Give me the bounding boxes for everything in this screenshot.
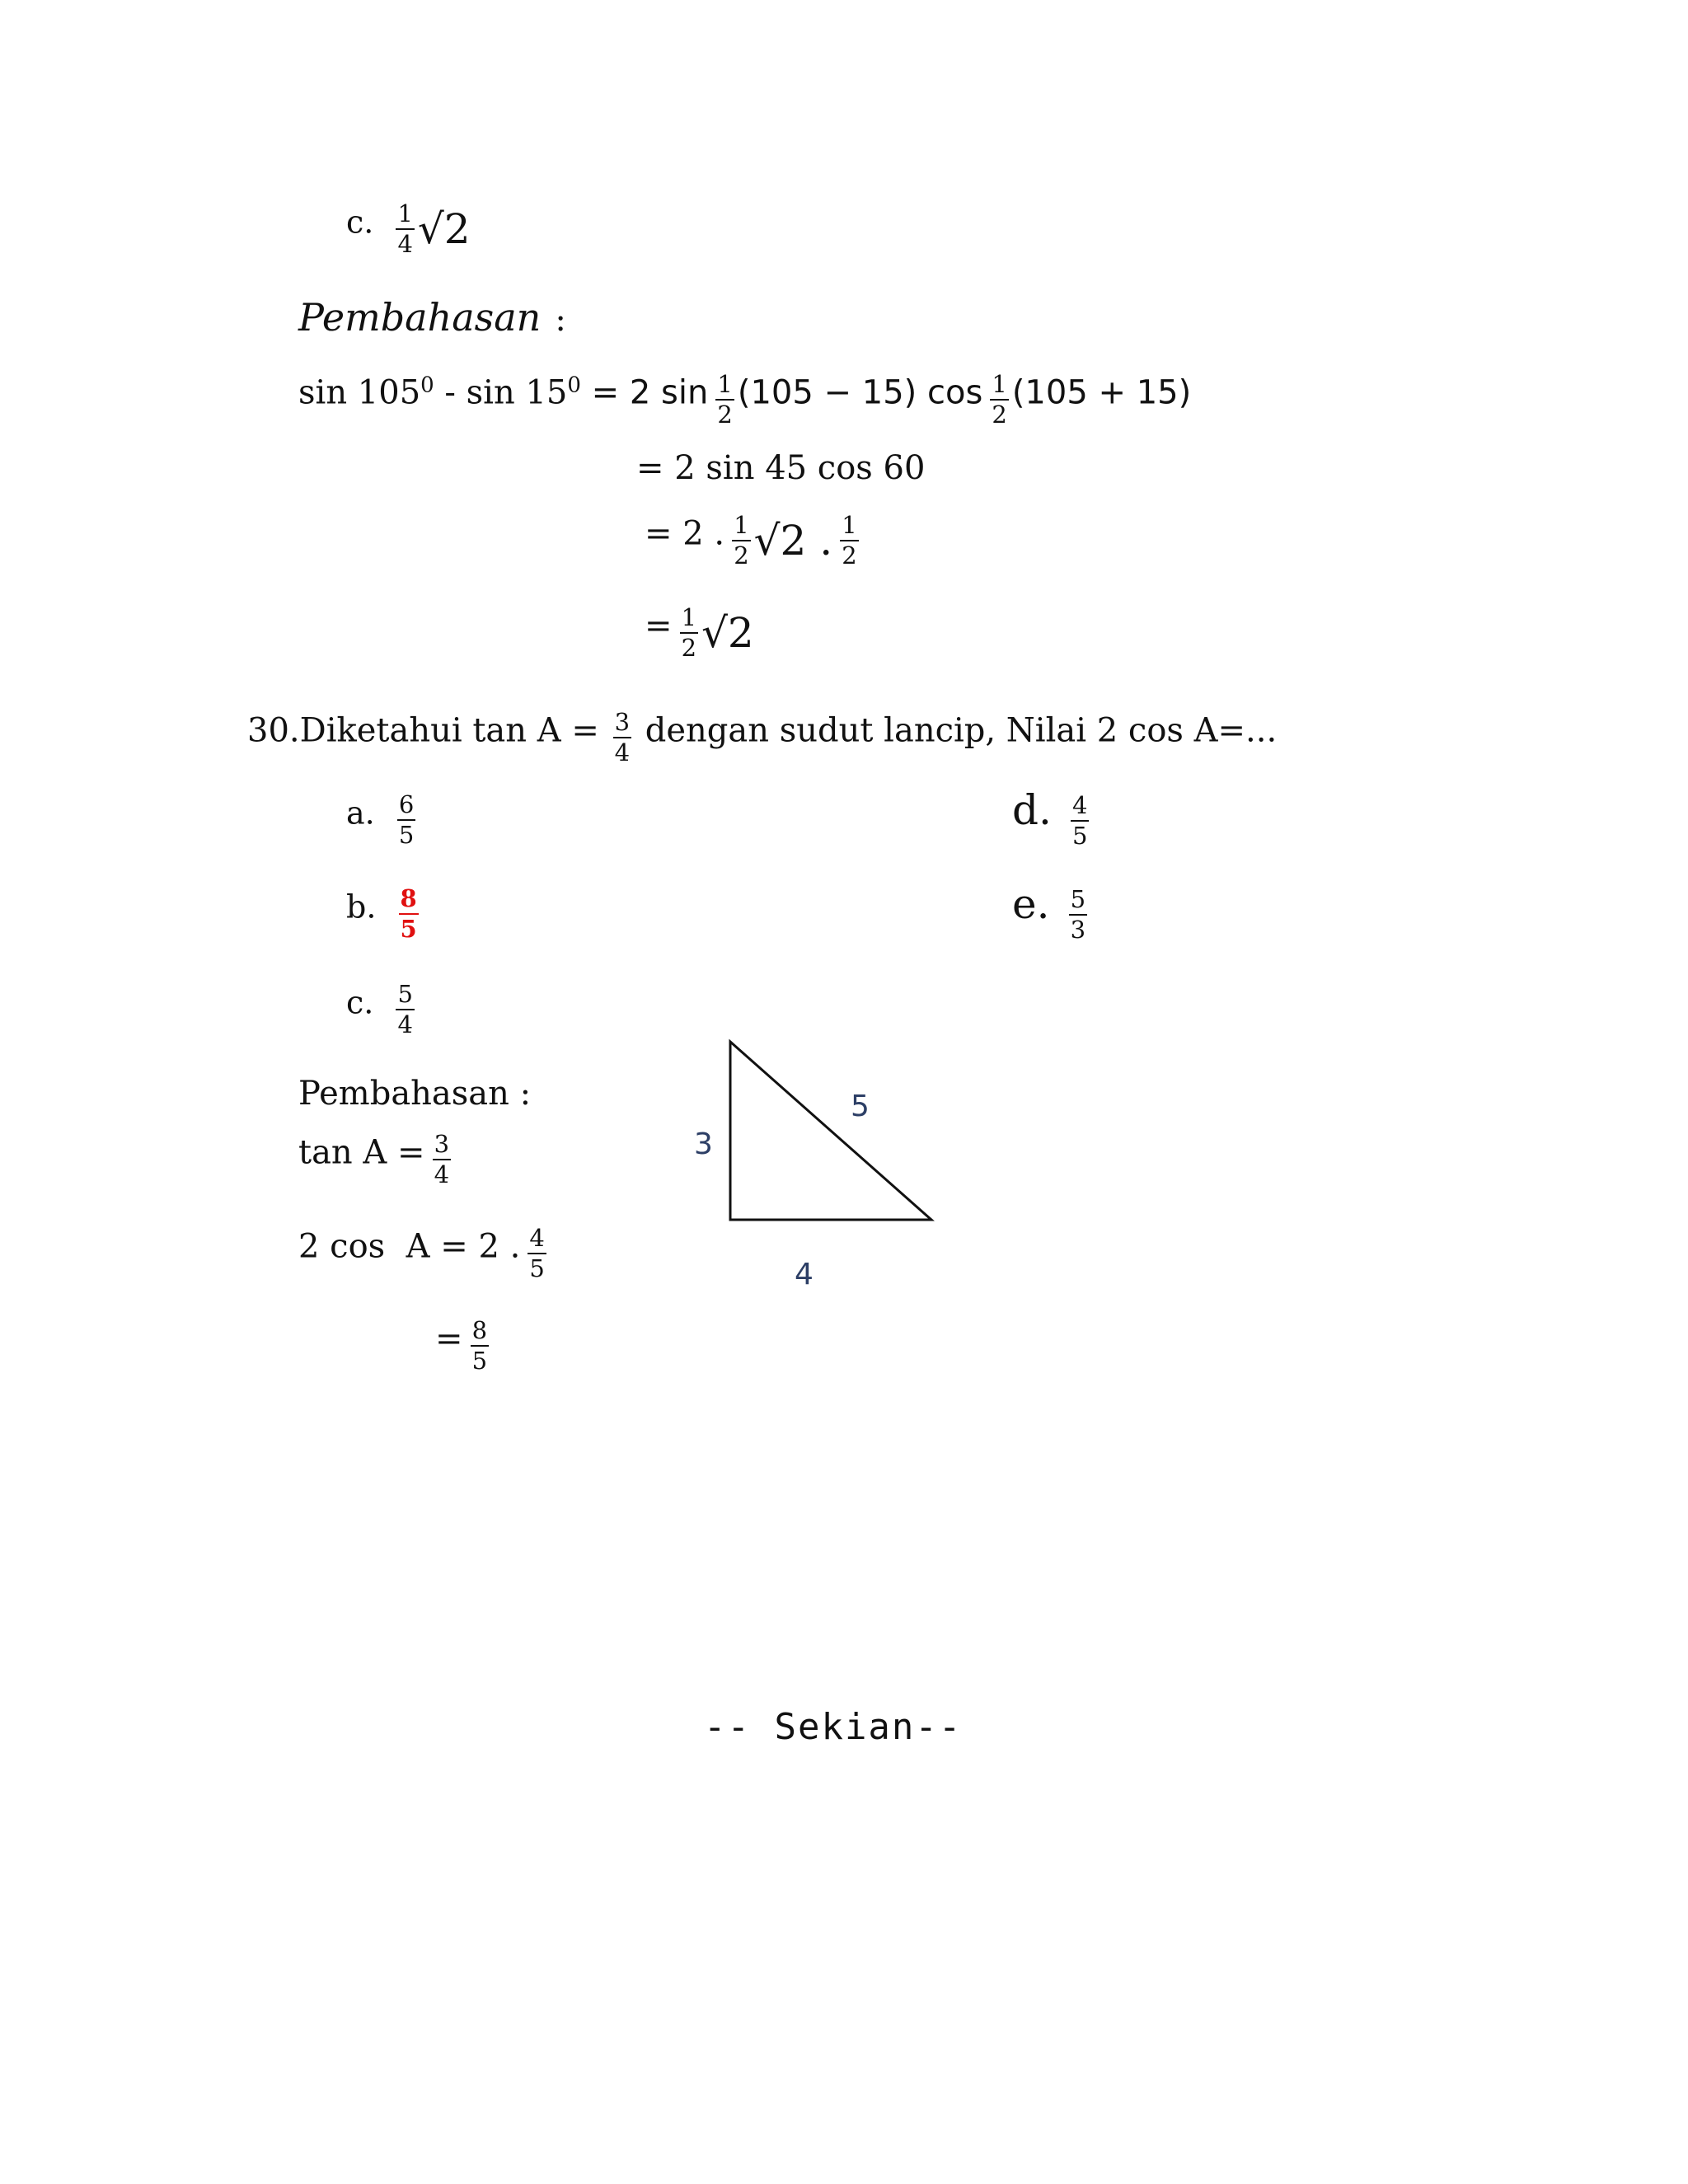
fraction-denominator: 4 [397,230,413,258]
fraction [433,1132,451,1187]
option-fraction [1069,884,1087,944]
fraction-numerator: 5 [1070,884,1086,913]
option-fraction [397,790,415,849]
fraction-denominator: 2 [734,541,749,569]
triangle-label-vertical: 3 [694,1127,713,1161]
option-e[interactable] [1012,880,1090,944]
pembahasan-label: Pembahasan [298,295,542,340]
solution-step-2: = 2 sin 45 cos 60 [636,449,926,487]
option-letter: b. [346,888,377,926]
fraction-numerator: 8 [400,884,417,912]
sqrt-expression: √2 [417,205,471,253]
fraction-numerator: 1 [717,370,733,398]
fraction-denominator: 2 [992,401,1007,429]
option-letter: d. [1012,786,1052,834]
step-text: tan A = [298,1133,425,1172]
step-math: = 2 sin [580,373,709,412]
fraction-numerator: 8 [471,1316,488,1344]
step-math: (105 − 15) cos [737,373,983,412]
prev-option-c [346,199,471,258]
triangle-label-hypotenuse: 5 [851,1090,870,1123]
footer-sekian: -- Sekian-- [704,1706,963,1748]
step-text: sin 105 [298,373,421,412]
fraction-denominator: 5 [1072,821,1088,850]
solution-step-3 [645,513,862,568]
triangle-shape [730,1042,931,1220]
tan-line [298,1132,454,1187]
fraction-numerator: 3 [614,708,631,736]
fraction [471,1316,489,1375]
fraction-denominator: 5 [471,1347,488,1375]
fraction-numerator: 1 [681,603,697,631]
step-text: = [435,1319,463,1358]
fraction-numerator: 1 [842,511,857,539]
solution-step-1 [298,370,1192,429]
step-text: = [645,607,673,645]
step-text: - sin 15 [434,373,568,412]
fraction-denominator: 5 [529,1254,545,1282]
step-math: (105 + 15) [1011,373,1192,412]
question-text: dengan sudut lancip, Nilai 2 cos A=... [635,711,1278,750]
fraction-numerator: 1 [992,370,1007,398]
fraction-numerator: 3 [434,1130,450,1158]
option-d[interactable] [1012,786,1092,850]
fraction [396,199,414,258]
fraction [613,710,631,765]
fraction-denominator: 5 [400,915,417,943]
option-c[interactable] [346,982,418,1037]
fraction-half [715,370,734,429]
fraction-half [990,370,1008,429]
pembahasan-heading-q30: Pembahasan : [298,1075,532,1113]
degree-superscript: 0 [567,373,581,398]
option-a[interactable] [346,790,419,849]
fraction-denominator: 5 [398,821,415,849]
fraction-numerator: 4 [529,1224,545,1252]
fraction [528,1226,546,1281]
fraction-half [680,603,698,662]
fraction-denominator: 4 [434,1160,450,1188]
fraction-denominator: 4 [614,738,631,766]
colon: : [555,301,566,339]
question-number: 30. [247,711,300,750]
option-fraction-correct [399,884,419,943]
option-letter: c. [346,204,374,241]
fraction-numerator: 1 [734,511,749,539]
step-text: = 2 . [645,514,725,553]
fraction-numerator: 5 [397,980,413,1008]
fraction-numerator: 4 [1072,790,1088,819]
fraction-denominator: 2 [681,634,697,662]
sqrt-expression: √2 [701,609,754,657]
option-fraction [396,982,414,1037]
fraction-numerator: 1 [397,199,413,227]
fraction-denominator: 2 [717,401,733,429]
cos-line [298,1226,550,1281]
fraction-denominator: 4 [397,1010,413,1038]
result-line [435,1316,492,1375]
question-30 [247,710,1277,765]
fraction-half [732,513,750,568]
option-letter: a. [346,794,375,832]
fraction-denominator: 3 [1070,915,1086,944]
solution-step-4 [645,603,754,662]
degree-superscript: 0 [420,373,434,398]
step-text: 2 cos A = 2 . [298,1227,521,1266]
option-fraction [1071,790,1089,850]
fraction-denominator: 2 [842,541,857,569]
fraction-half [840,513,858,568]
option-b[interactable] [346,884,422,943]
triangle-label-base: 4 [795,1258,814,1291]
question-text: Diketahui tan A = [299,711,610,750]
option-letter: c. [346,984,374,1021]
option-letter: e. [1012,880,1050,928]
sqrt-expression: √2 . [753,517,833,565]
fraction-numerator: 6 [398,790,415,818]
right-triangle-diagram [659,1022,989,1302]
pembahasan-heading-prev [298,295,566,340]
